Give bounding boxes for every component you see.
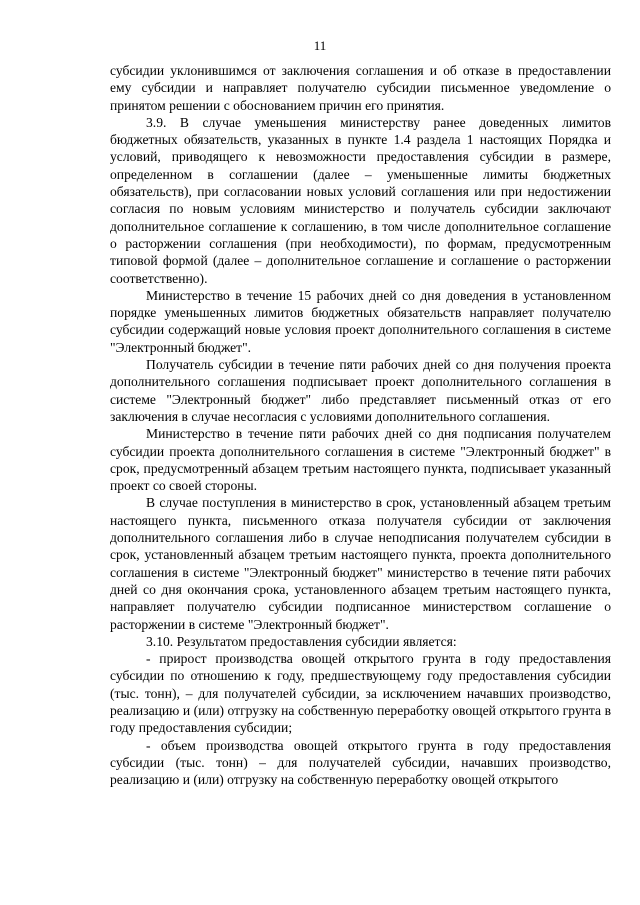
paragraph-3-9: 3.9. В случае уменьшения министерству ранее доведенных лимитов бюджетных обязательств, указанных в пункте 1.4 раздела 1 настоящих Порядка и условий, приводящего к невозможности предоставления субсидии в размере, определенном в соглашении (далее – уменьшенные лимиты бюджетных обязательств), при согласовании новых условий соглашения или при недостижении согласия по новым условиям министерство и получатель субсидии заключают дополнительное соглашение к соглашению, в том числе дополнительное соглашение о расторжении соглашения (при необходимости), по формам, предусмотренным типовой формой (далее – дополнительное соглашение и соглашение о расторжении соответственно). <box>110 114 611 286</box>
paragraph-recipient-5-days: Получатель субсидии в течение пяти рабочих дней со дня получения проекта дополнительного соглашения подписывает проект дополнительного соглашения в системе "Электронный бюджет" либо представляет письменный отказ от его заключения в случае несогласия с условиями дополнительного соглашения. <box>110 357 611 424</box>
paragraph-ministry-15-days: Министерство в течение 15 рабочих дней со дня доведения в установленном порядке уменьшенных лимитов бюджетных обязательств направляет получателю субсидии содержащий новые условия проект дополнительного соглашения в системе "Электронный бюджет". <box>110 287 611 355</box>
paragraph-ministry-5-days: Министерство в течение пяти рабочих дней со дня подписания получателем субсидии проекта дополнительного соглашения в системе "Электронный бюджет" в срок, предусмотренный абзацем третьим настоящего пункта, подписывает указанный проект со своей стороны. <box>110 426 611 494</box>
list-item-production-growth: - прирост производства овощей открытого грунта в году предоставления субсидии по отношению к году, предшествующему году предоставления субсидии (тыс. тонн), – для получателей субсидии, за исключением начавших производство, реализацию и (или) отгрузку на собственную переработку овощей открытого грунта в году предоставления субсидии; <box>110 651 611 736</box>
paragraph-refusal-case: В случае поступления в министерство в срок, установленный абзацем третьим настоящего пункта, письменного отказа получателя субсидии от заключения дополнительного соглашения либо в случае неподписания получателем субсидии в срок, установленный абзацем третьим настоящего пункта, проекта дополнительного соглашения в системе "Электронный бюджет" министерство в течение пяти рабочих дней со дня окончания срока, установленного абзацем третьим настоящего пункта, направляет получателю субсидии подписанное министерством соглашение о расторжении в системе "Электронный бюджет". <box>110 495 611 632</box>
paragraph-continuation: субсидии уклонившимся от заключения соглашения и об отказе в предоставлении ему субсидии и направляет получателю субсидии письменное уведомление о принятом решении с обоснованием причин его принятия. <box>110 63 611 113</box>
paragraph-3-10: 3.10. Результатом предоставления субсидии является: <box>146 633 457 649</box>
page-number: 11 <box>313 38 327 53</box>
list-item-production-volume: - объем производства овощей открытого грунта в году предоставления субсидии (тыс. тонн) – для получателей субсидии, начавших производство, реализацию и (или) отгрузку на собственную переработку овощей открытого <box>110 737 611 788</box>
document-body <box>110 62 611 788</box>
